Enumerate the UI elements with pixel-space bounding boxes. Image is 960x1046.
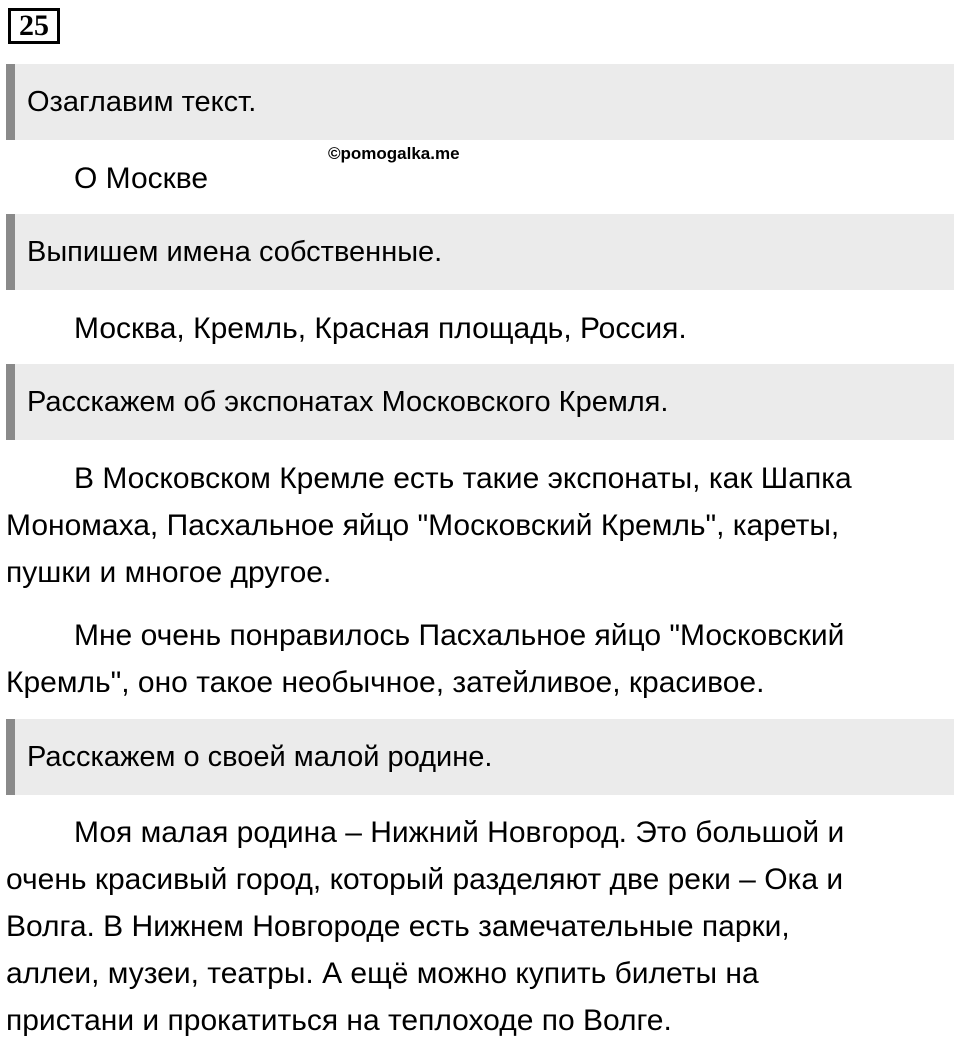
- section-heading-text: Озаглавим текст.: [27, 85, 257, 118]
- answer-line: В Московском Кремле есть такие экспонаты, как Шапка: [74, 462, 852, 495]
- answer-line: аллеи, музеи, театры. А ещё можно купить билеты на: [6, 957, 759, 990]
- answer-homeland: [6, 809, 952, 1044]
- task-number-box: 25: [8, 8, 60, 44]
- answer-title: [6, 155, 952, 202]
- section-heading-kremlin-exhibits: [6, 364, 954, 440]
- answer-line: Мне очень понравилось Пасхальное яйцо "Московский: [74, 619, 845, 652]
- section-heading-text: Выпишем имена собственные.: [27, 235, 443, 268]
- answer-line: Москва, Кремль, Красная площадь, Россия.: [74, 312, 687, 345]
- section-heading-text: Расскажем об экспонатах Московского Кремля.: [27, 385, 669, 418]
- section-heading-proper-names: [6, 214, 954, 290]
- answer-line: пушки и многое другое.: [6, 556, 332, 589]
- answer-line: Мономаха, Пасхальное яйцо "Московский Кремль", кареты,: [6, 509, 840, 542]
- answer-line: очень красивый город, который разделяют две реки – Ока и: [6, 863, 844, 896]
- section-heading-title: [6, 64, 954, 140]
- answer-line: Кремль", оно такое необычное, затейливое, красивое.: [6, 666, 765, 699]
- section-heading-text: Расскажем о своей малой родине.: [27, 740, 493, 773]
- section-heading-homeland: [6, 719, 954, 795]
- answer-line: Моя малая родина – Нижний Новгород. Это большой и: [74, 816, 845, 849]
- watermark: ©pomogalka.me: [328, 144, 460, 163]
- answer-line: пристани и прокатиться на теплоходе по Волге.: [6, 1004, 672, 1037]
- answer-kremlin-exhibits: [6, 455, 952, 596]
- answer-line: Волга. В Нижнем Новгороде есть замечательные парки,: [6, 910, 790, 943]
- answer-proper-names: [6, 305, 952, 352]
- answer-line: О Москве: [74, 162, 209, 195]
- answer-favorite-exhibit: [6, 612, 952, 706]
